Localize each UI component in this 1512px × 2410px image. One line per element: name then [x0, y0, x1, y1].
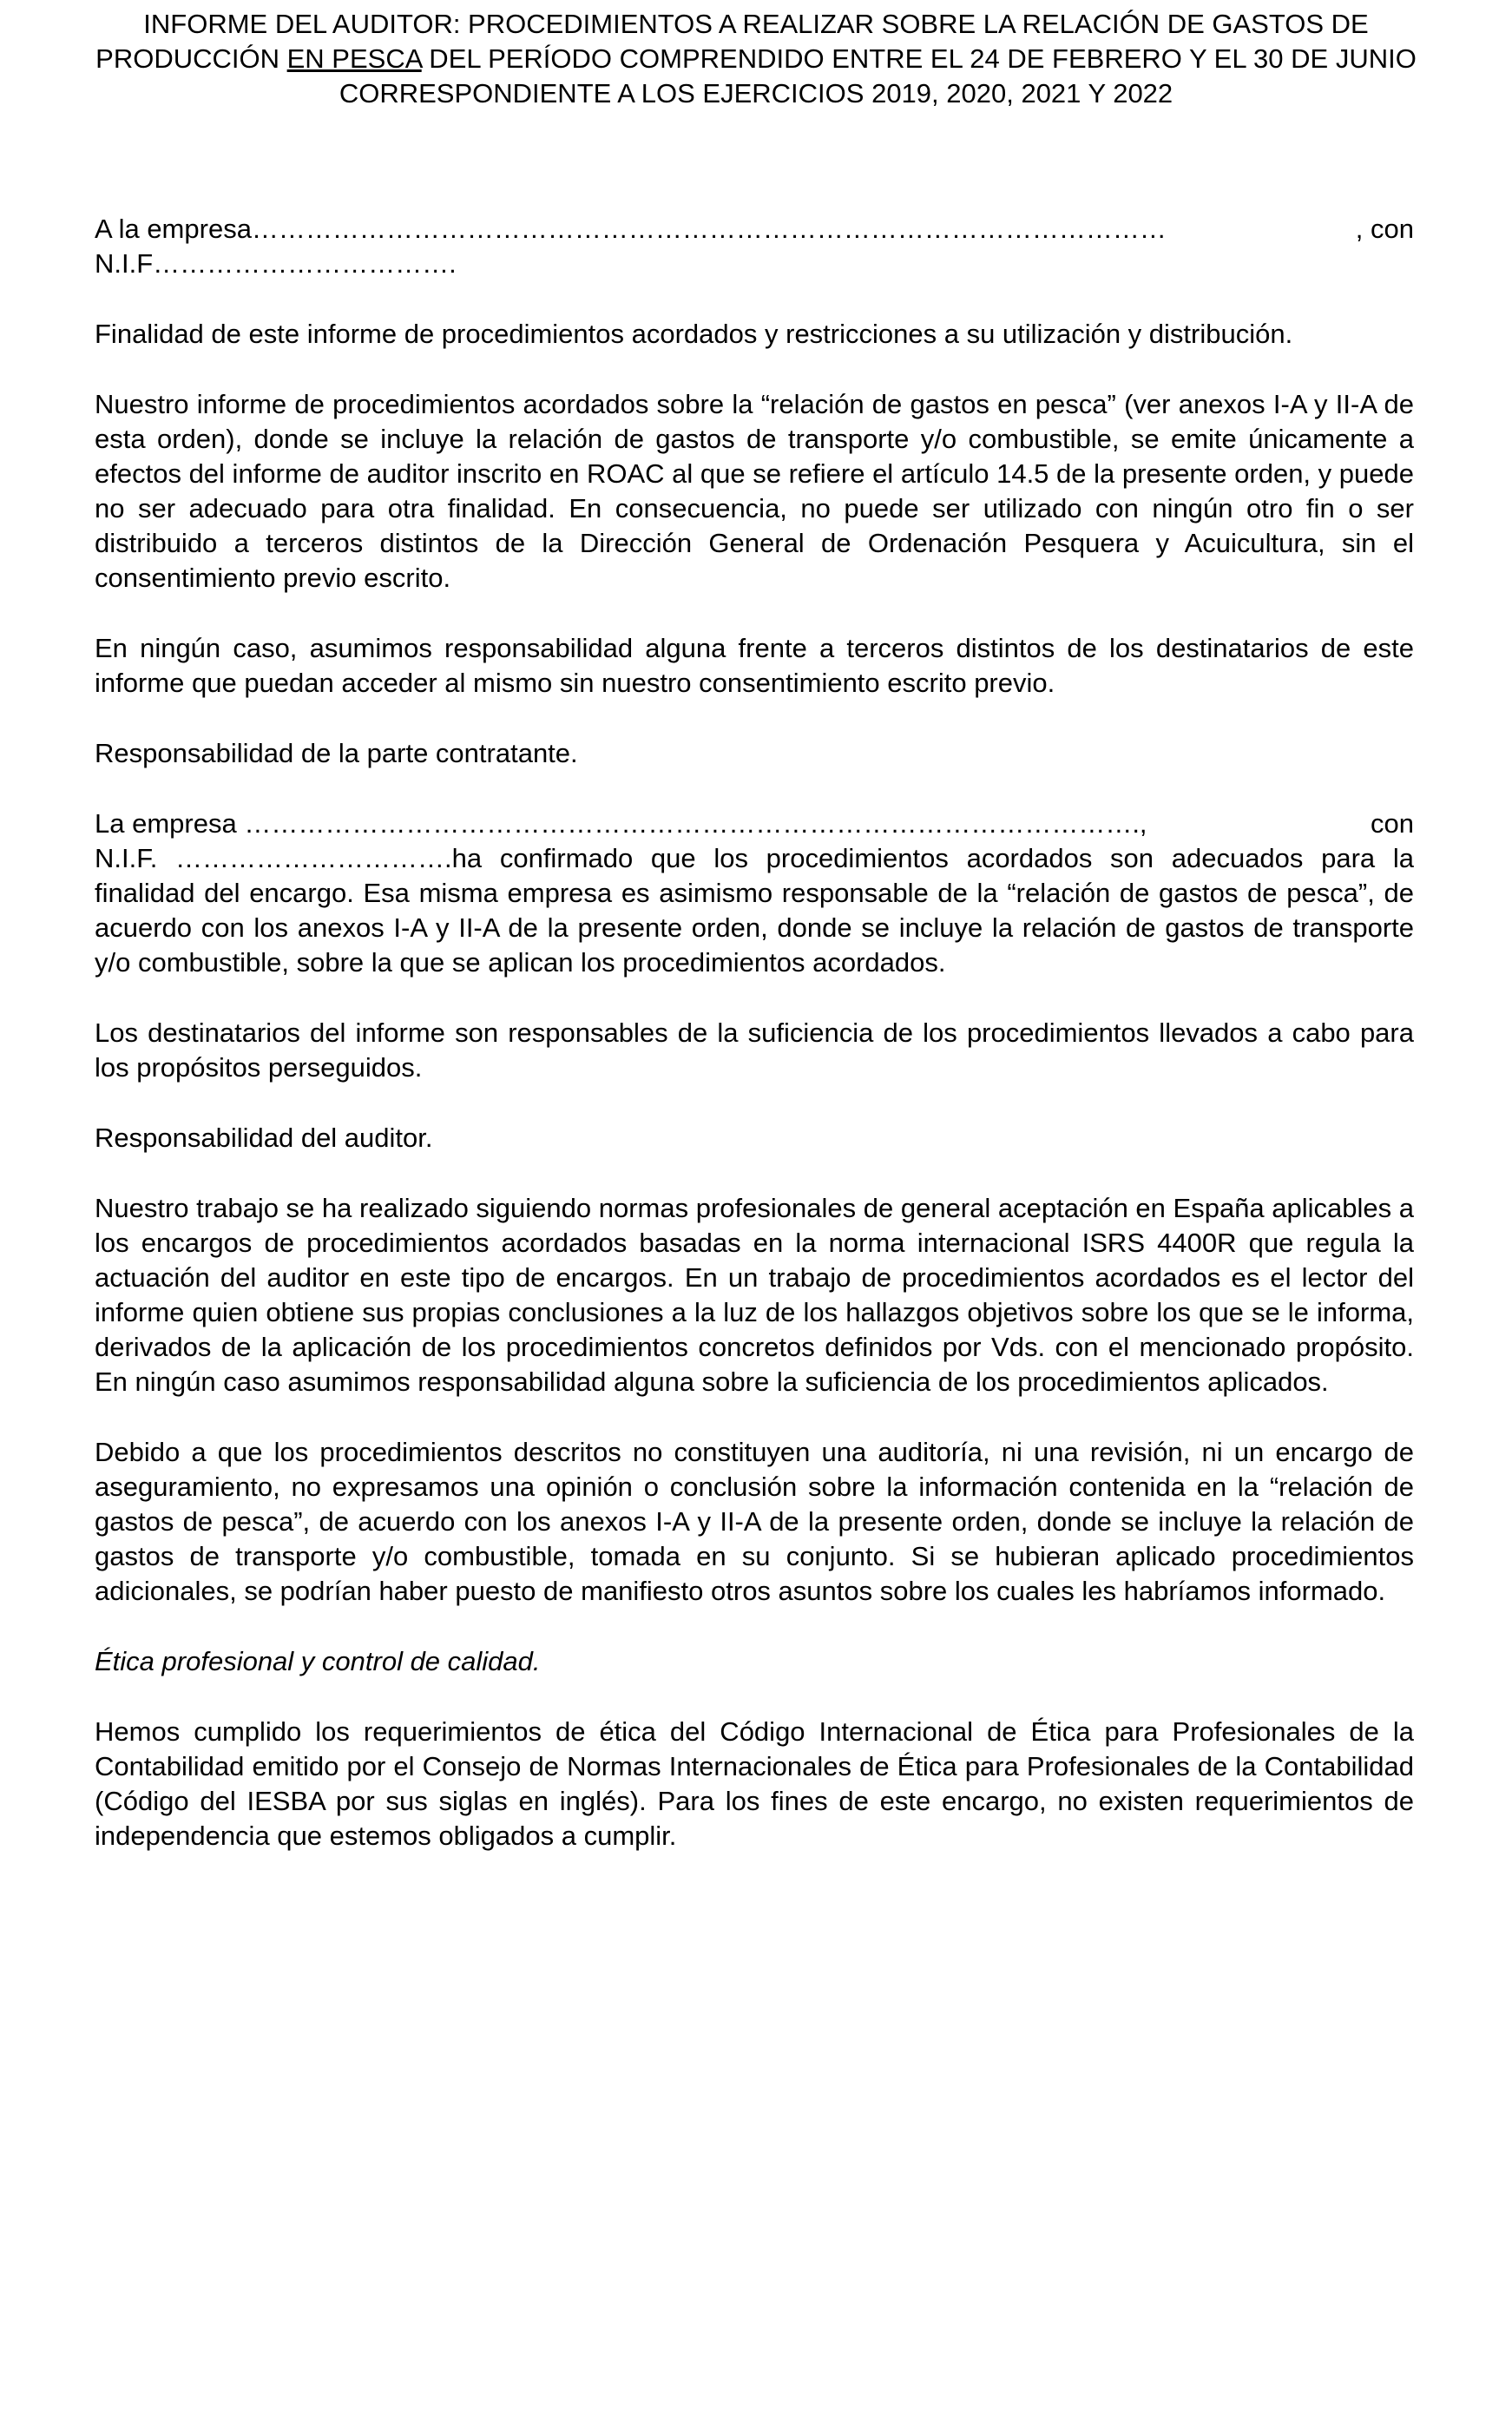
paragraph-normas-profesionales: Nuestro trabajo se ha realizado siguiendo normas profesionales de general aceptación en España aplicables a los encargos de procedimientos acordados basadas en la norma internacional ISRS 4400R que regula la actuación del auditor en este tipo de encargos. En un trabajo de procedimientos acordados es el lector del informe quien obtiene sus propias conclusiones a la luz de los hallazgos objetivos sobre los que se le informa, derivados de la aplicación de los procedimientos concretos definidos por Vds. con el mencionado propósito. En ningún caso asumimos responsabilidad alguna sobre la suficiencia de los procedimientos aplicados.: [95, 1193, 1414, 1397]
empresa-con: con: [1371, 808, 1414, 839]
title-part-2: DEL PERÍODO COMPRENDIDO ENTRE EL 24 DE FEBRERO Y EL 30 DE JUNIO CORRESPONDIENTE A LOS EJERCICIOS 2019, 2020, 2021 Y 2022: [339, 43, 1417, 109]
empresa-line: [95, 807, 1414, 841]
report-body: [95, 212, 1414, 1889]
addressee-nif: N.I.F…………………………….: [95, 248, 457, 279]
title-underlined: EN PESCA: [286, 43, 422, 74]
etica-heading: Ética profesional y control de calidad.: [95, 1646, 541, 1676]
parte-contratante-heading: Responsabilidad de la parte contratante.: [95, 738, 578, 768]
paragraph-etica: Hemos cumplido los requerimientos de ética del Código Internacional de Ética para Profesionales de la Contabilidad emitido por el Consejo de Normas Internacionales de Ética para Profesionales de la Contabilidad (Código del IESBA por sus siglas en inglés). Para los fines de este encargo, no existen requerimientos de independencia que estemos obligados a cumplir.: [95, 1716, 1414, 1851]
paragraph-parte-contratante: [95, 807, 1414, 980]
paragraph-destinatarios: Los destinatarios del informe son responsables de la suficiencia de los procedimientos llevados a cabo para los propósitos perseguidos.: [95, 1017, 1414, 1083]
paragraph-no-auditoria: Debido a que los procedimientos descritos no constituyen una auditoría, ni una revisión, ni un encargo de aseguramiento, no expresamos una opinión o conclusión sobre la información contenida en la “relación de gastos de pesca”, de acuerdo con los anexos I-A y II-A de la presente orden, donde se incluye la relación de gastos de transporte y/o combustible, tomada en su conjunto. Si se hubieran aplicado procedimientos adicionales, se podrían haber puesto de manifiesto otros asuntos sobre los cuales les habríamos informado.: [95, 1437, 1414, 1606]
empresa-text: N.I.F. ………………………….ha confirmado que los procedimientos acordados son adecuados para la finalidad del encargo. Esa misma empresa es asimismo responsable de la “relación de gastos de pesca”, de acuerdo con los anexos I-A y II-A de la presente orden, donde se incluye la relación de gastos de transporte y/o combustible, sobre la que se aplican los procedimientos acordados.: [95, 843, 1414, 978]
report-title: [82, 7, 1430, 111]
addressee-line-1: [95, 212, 1414, 247]
auditor-heading: Responsabilidad del auditor.: [95, 1123, 433, 1153]
finalidad-heading: Finalidad de este informe de procedimientos acordados y restricciones a su utilización y distribución.: [95, 319, 1293, 349]
title-part-1: INFORME DEL AUDITOR: PROCEDIMIENTOS A REALIZAR SOBRE LA RELACIÓN DE GASTOS DE PRODUCCIÓN: [95, 9, 1369, 74]
addressee-con: , con: [1355, 214, 1414, 244]
paragraph-uso-informe: Nuestro informe de procedimientos acordados sobre la “relación de gastos en pesca” (ver anexos I-A y II-A de esta orden), donde se incluye la relación de gastos de transporte y/o combustible, se emite únicamente a efectos del informe de auditor inscrito en ROAC al que se refiere el artículo 14.5 de la presente orden, y puede no ser adecuado para otra finalidad. En consecuencia, no puede ser utilizado con ningún otro fin o ser distribuido a terceros distintos de la Dirección General de Ordenación Pesquera y Acuicultura, sin el consentimiento previo escrito.: [95, 389, 1414, 593]
addressee-company: A la empresa…………………………………………………………………………………………: [95, 214, 1167, 244]
empresa-dots: La empresa ……………………………………………………………………………………….,: [95, 808, 1147, 839]
paragraph-responsabilidad-terceros: En ningún caso, asumimos responsabilidad alguna frente a terceros distintos de los destinatarios de este informe que puedan acceder al mismo sin nuestro consentimiento escrito previo.: [95, 633, 1414, 698]
addressee-block: [95, 212, 1414, 281]
